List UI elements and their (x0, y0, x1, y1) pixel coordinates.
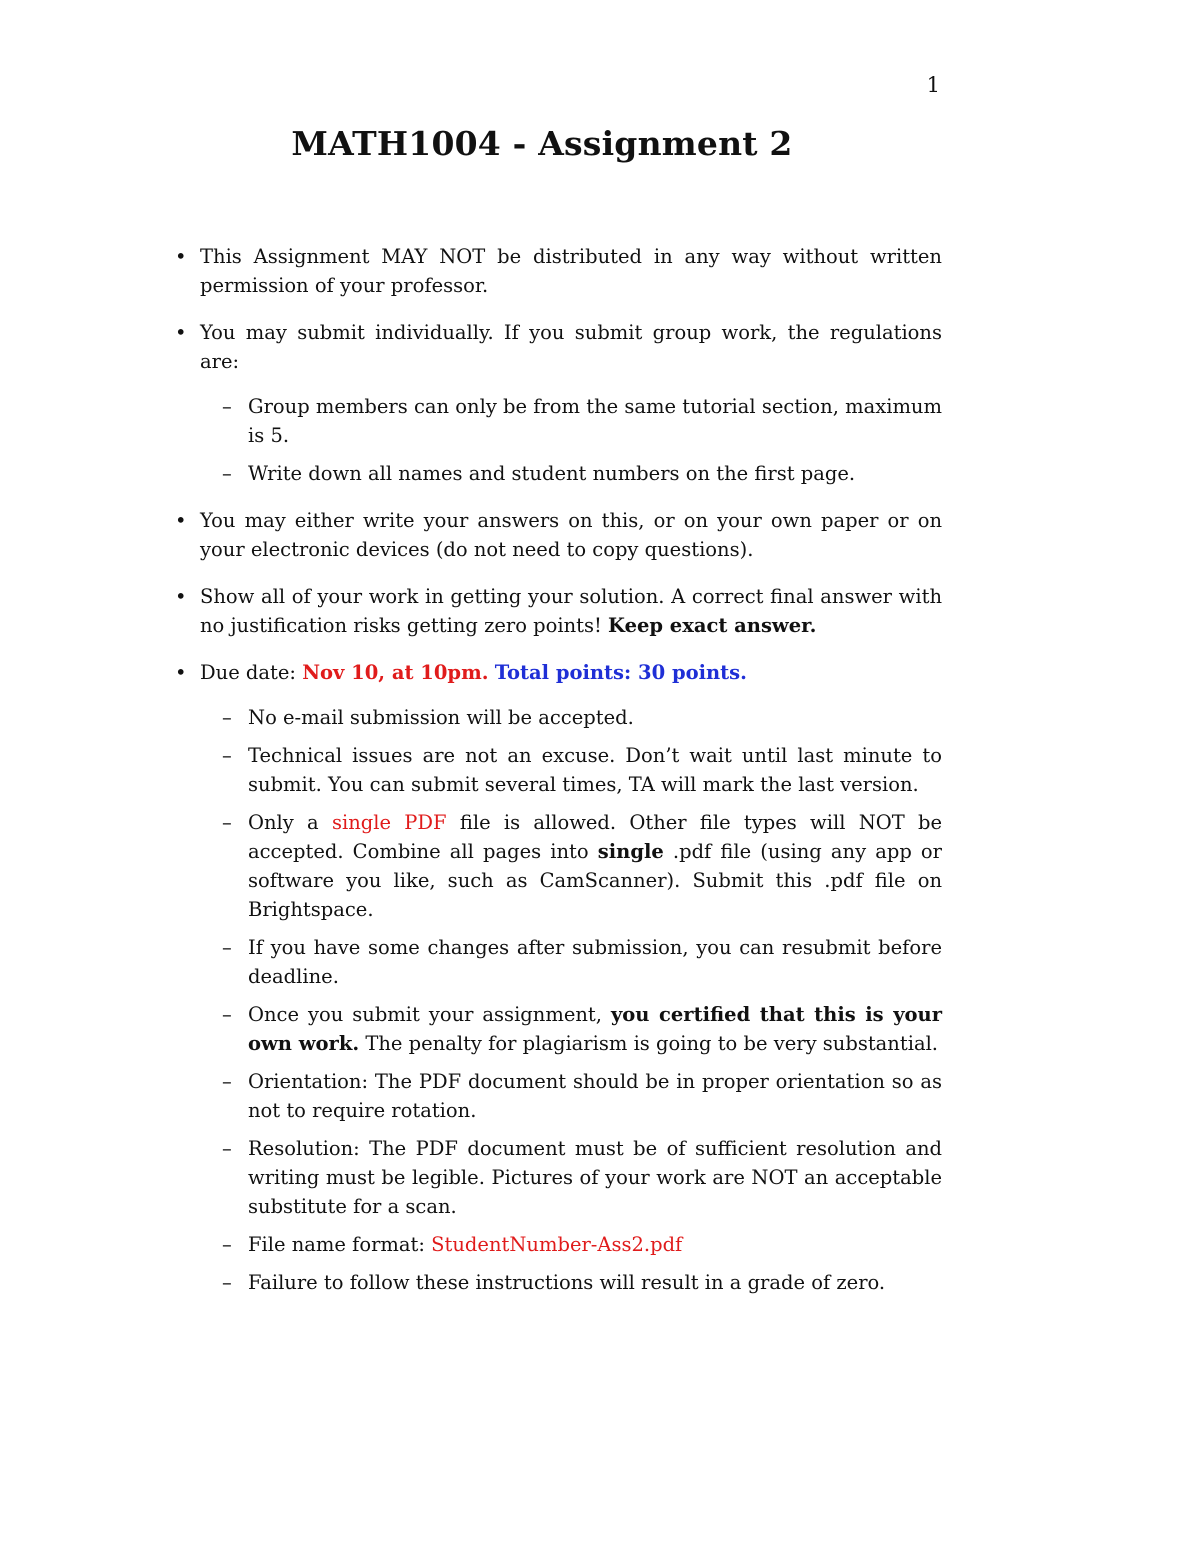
due-date-label: Due date: (200, 661, 296, 684)
submission-rule-item (200, 1268, 942, 1297)
dash-icon: – (222, 1070, 232, 1093)
instruction-text: You may submit individually. If you submit group work, the regulations are: (200, 321, 942, 373)
dash-icon: – (222, 1233, 232, 1256)
instruction-distribution (170, 242, 942, 300)
rule-text: Group members can only be from the same tutorial section, maximum is 5. (248, 395, 942, 447)
instruction-answers (170, 506, 942, 564)
dash-icon: – (222, 744, 232, 767)
bullet-icon: • (175, 245, 187, 268)
rule-text: Failure to follow these instructions will result in a grade of zero. (248, 1271, 886, 1294)
own-work-emphasis: you certified that this is your own work. (248, 1003, 942, 1055)
instruction-due-date (170, 658, 942, 1297)
submission-rule-item (200, 1230, 942, 1259)
bullet-icon: • (175, 585, 187, 608)
total-points: Total points: 30 points. (494, 661, 747, 684)
rule-text: File name format: (248, 1233, 425, 1256)
submission-rules-list (200, 703, 942, 1297)
instructions-body (170, 242, 942, 1315)
instruction-text: Show all of your work in getting your solution. A correct final answer with no justification risks getting zero points! (200, 585, 942, 637)
bullet-icon: • (175, 661, 187, 684)
submission-rule-item (200, 808, 942, 924)
submission-rule-item (200, 1134, 942, 1221)
rule-text: Write down all names and student numbers on the first page. (248, 462, 856, 485)
single-pdf-highlight: single PDF (331, 811, 447, 834)
rule-text: Only a (248, 811, 319, 834)
group-rule-item (200, 459, 942, 488)
rule-text: Orientation: The PDF document should be in proper orientation so as not to require rotation. (248, 1070, 942, 1122)
keep-exact-answer: Keep exact answer. (608, 614, 817, 637)
rule-text: .pdf file (using any app or software you like, such as CamScanner). Submit this .pdf file on Brightspace. (248, 840, 942, 921)
dash-icon: – (222, 462, 232, 485)
instruction-group-work (170, 318, 942, 488)
submission-rule-item (200, 933, 942, 991)
dash-icon: – (222, 811, 232, 834)
instruction-show-work (170, 582, 942, 640)
rule-text: Once you submit your assignment, (248, 1003, 602, 1026)
submission-rule-item (200, 703, 942, 732)
instruction-text: This Assignment MAY NOT be distributed in any way without written permission of your professor. (200, 245, 942, 297)
due-date-value: Nov 10, at 10pm. (302, 661, 489, 684)
rule-text: No e-mail submission will be accepted. (248, 706, 634, 729)
dash-icon: – (222, 395, 232, 418)
rule-text: The penalty for plagiarism is going to be very substantial. (365, 1032, 939, 1055)
instruction-text: You may either write your answers on this, or on your own paper or on your electronic devices (do not need to copy questions). (200, 509, 942, 561)
page-number: 1 (926, 73, 940, 97)
bullet-icon: • (175, 321, 187, 344)
rule-text: If you have some changes after submission, you can resubmit before deadline. (248, 936, 942, 988)
submission-rule-item (200, 1000, 942, 1058)
dash-icon: – (222, 1003, 232, 1026)
dash-icon: – (222, 936, 232, 959)
rule-text: Technical issues are not an excuse. Don’t wait until last minute to submit. You can submit several times, TA will mark the last version. (248, 744, 942, 796)
file-name-format: StudentNumber-Ass2.pdf (431, 1233, 683, 1256)
bullet-icon: • (175, 509, 187, 532)
instruction-list (170, 242, 942, 1297)
assignment-title: MATH1004 - Assignment 2 (291, 124, 793, 163)
dash-icon: – (222, 1137, 232, 1160)
single-emphasis: single (597, 840, 664, 863)
rule-text: Resolution: The PDF document must be of sufficient resolution and writing must be legible. Pictures of your work are NOT an acceptable substitute for a scan. (248, 1137, 942, 1218)
group-rule-item (200, 392, 942, 450)
dash-icon: – (222, 1271, 232, 1294)
submission-rule-item (200, 1067, 942, 1125)
dash-icon: – (222, 706, 232, 729)
submission-rule-item (200, 741, 942, 799)
rule-text: file is allowed. Other file types will NOT be accepted. Combine all pages into (248, 811, 943, 863)
group-rules-list (200, 392, 942, 488)
